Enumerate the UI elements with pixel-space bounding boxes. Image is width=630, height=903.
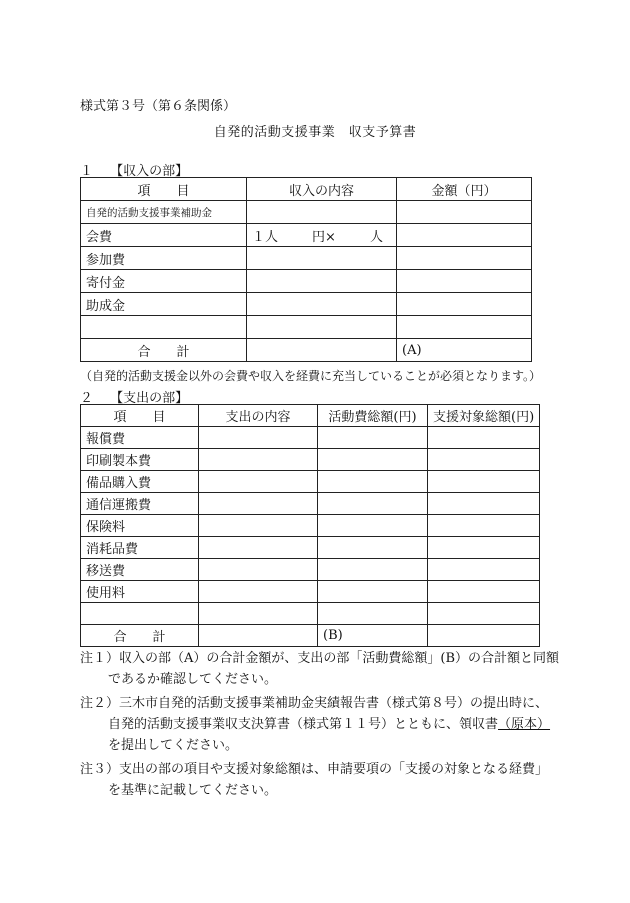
- note-2-text: 注２）三木市自発的活動支援事業補助金実績報告書（様式第８号）の提出時に、自発的活動支援事業収支決算書（様式第１１号）とともに、領収書: [80, 696, 549, 732]
- form-number: 様式第３号（第６条関係）: [80, 99, 237, 114]
- expense-content-cell[interactable]: [199, 427, 318, 449]
- income-amount-cell[interactable]: [397, 201, 532, 224]
- expense-support-cell[interactable]: [428, 515, 540, 537]
- expense-content-cell[interactable]: [199, 603, 318, 625]
- income-table: [80, 177, 532, 362]
- expense-total-row: [81, 625, 540, 647]
- expense-item-usage-fee: 使用料: [81, 581, 199, 603]
- expense-item-printing: 印刷製本費: [81, 449, 199, 471]
- expense-content-cell[interactable]: [199, 559, 318, 581]
- expense-item-equipment: 備品購入費: [81, 471, 199, 493]
- table-row: [81, 537, 540, 559]
- income-section-title: １ 【収入の部】: [80, 164, 189, 179]
- expense-activity-cell[interactable]: [318, 559, 428, 581]
- income-note: （自発的活動支援金以外の会費や収入を経費に充当していることが必須となります。）: [80, 369, 542, 383]
- expense-section-title: ２ 【支出の部】: [80, 391, 189, 406]
- income-total-amount: (A): [397, 339, 532, 362]
- income-amount-cell[interactable]: [397, 224, 532, 247]
- income-amount-cell[interactable]: [397, 293, 532, 316]
- income-header-item: 項 目: [81, 178, 247, 201]
- expense-support-cell[interactable]: [428, 449, 540, 471]
- expense-activity-cell[interactable]: [318, 581, 428, 603]
- expense-content-cell[interactable]: [199, 581, 318, 603]
- expense-item-blank[interactable]: [81, 603, 199, 625]
- expense-total-content: [199, 625, 318, 647]
- expense-support-cell[interactable]: [428, 471, 540, 493]
- table-row: [81, 316, 532, 339]
- expense-content-cell[interactable]: [199, 471, 318, 493]
- expense-support-cell[interactable]: [428, 427, 540, 449]
- income-item-grant: 助成金: [81, 293, 247, 316]
- income-header-content: 収入の内容: [247, 178, 397, 201]
- document-title: 自発的活動支援事業 収支予算書: [213, 125, 417, 140]
- expense-content-cell[interactable]: [199, 493, 318, 515]
- expense-content-cell[interactable]: [199, 449, 318, 471]
- expense-total-activity: (B): [318, 625, 428, 647]
- expense-support-cell[interactable]: [428, 493, 540, 515]
- expense-item-remuneration: 報償費: [81, 427, 199, 449]
- income-header-amount: 金額（円）: [397, 178, 532, 201]
- table-row: [81, 449, 540, 471]
- table-row: [81, 493, 540, 515]
- expense-header-activity-total: 活動費総額(円): [318, 405, 428, 427]
- income-item-subsidy: 自発的活動支援事業補助金: [81, 201, 247, 224]
- expense-support-cell[interactable]: [428, 559, 540, 581]
- yen-times-label: 円×: [312, 229, 336, 245]
- expense-header-row: [81, 405, 540, 427]
- income-content-cell[interactable]: [247, 270, 397, 293]
- income-content-cell[interactable]: [247, 224, 397, 247]
- expense-table: [80, 404, 540, 647]
- table-row: [81, 270, 532, 293]
- note-2: [80, 693, 560, 756]
- notes: [80, 648, 560, 804]
- income-item-membership: 会費: [81, 224, 247, 247]
- table-row: [81, 559, 540, 581]
- expense-activity-cell[interactable]: [318, 427, 428, 449]
- expense-item-insurance: 保険料: [81, 515, 199, 537]
- income-content-cell[interactable]: [247, 293, 397, 316]
- fee-per-person-label: １人: [252, 229, 279, 245]
- expense-total-label: 合 計: [81, 625, 199, 647]
- expense-support-cell[interactable]: [428, 581, 540, 603]
- income-amount-cell[interactable]: [397, 270, 532, 293]
- expense-activity-cell[interactable]: [318, 515, 428, 537]
- expense-activity-cell[interactable]: [318, 449, 428, 471]
- expense-header-item: 項 目: [81, 405, 199, 427]
- expense-header-support-total: 支援対象総額(円): [428, 405, 540, 427]
- expense-item-communication: 通信運搬費: [81, 493, 199, 515]
- note-2-text-end: を提出してください。: [108, 738, 239, 753]
- expense-activity-cell[interactable]: [318, 603, 428, 625]
- table-row: [81, 201, 532, 224]
- note-1: 注１）収入の部（A）の合計金額が、支出の部「活動費総額」(B）の合計額と同額であるか確認してください。: [80, 651, 560, 687]
- income-total-label: 合 計: [81, 339, 247, 362]
- table-row: [81, 224, 532, 247]
- income-content-cell[interactable]: [247, 316, 397, 339]
- income-amount-cell[interactable]: [397, 247, 532, 270]
- table-row: [81, 515, 540, 537]
- note-3: 注３）支出の部の項目や支援対象総額は、申請要項の「支援の対象となる経費」を基準に記載してください。: [80, 762, 549, 798]
- table-row: [81, 471, 540, 493]
- income-content-cell[interactable]: [247, 201, 397, 224]
- income-total-row: [81, 339, 532, 362]
- expense-support-cell[interactable]: [428, 537, 540, 559]
- expense-activity-cell[interactable]: [318, 537, 428, 559]
- expense-item-transport: 移送費: [81, 559, 199, 581]
- table-row: [81, 427, 540, 449]
- income-content-cell[interactable]: [247, 247, 397, 270]
- expense-content-cell[interactable]: [199, 515, 318, 537]
- expense-header-content: 支出の内容: [199, 405, 318, 427]
- income-item-participation: 参加費: [81, 247, 247, 270]
- table-row: [81, 247, 532, 270]
- table-row: [81, 603, 540, 625]
- expense-activity-cell[interactable]: [318, 493, 428, 515]
- persons-label: 人: [369, 229, 383, 245]
- table-row: [81, 581, 540, 603]
- table-row: [81, 293, 532, 316]
- expense-content-cell[interactable]: [199, 537, 318, 559]
- income-amount-cell[interactable]: [397, 316, 532, 339]
- income-item-blank[interactable]: [81, 316, 247, 339]
- expense-total-support: [428, 625, 540, 647]
- income-header-row: [81, 178, 532, 201]
- expense-activity-cell[interactable]: [318, 471, 428, 493]
- note-2-underlined: （原本）: [498, 717, 551, 732]
- expense-support-cell[interactable]: [428, 603, 540, 625]
- income-total-content: [247, 339, 397, 362]
- income-item-donation: 寄付金: [81, 270, 247, 293]
- expense-item-supplies: 消耗品費: [81, 537, 199, 559]
